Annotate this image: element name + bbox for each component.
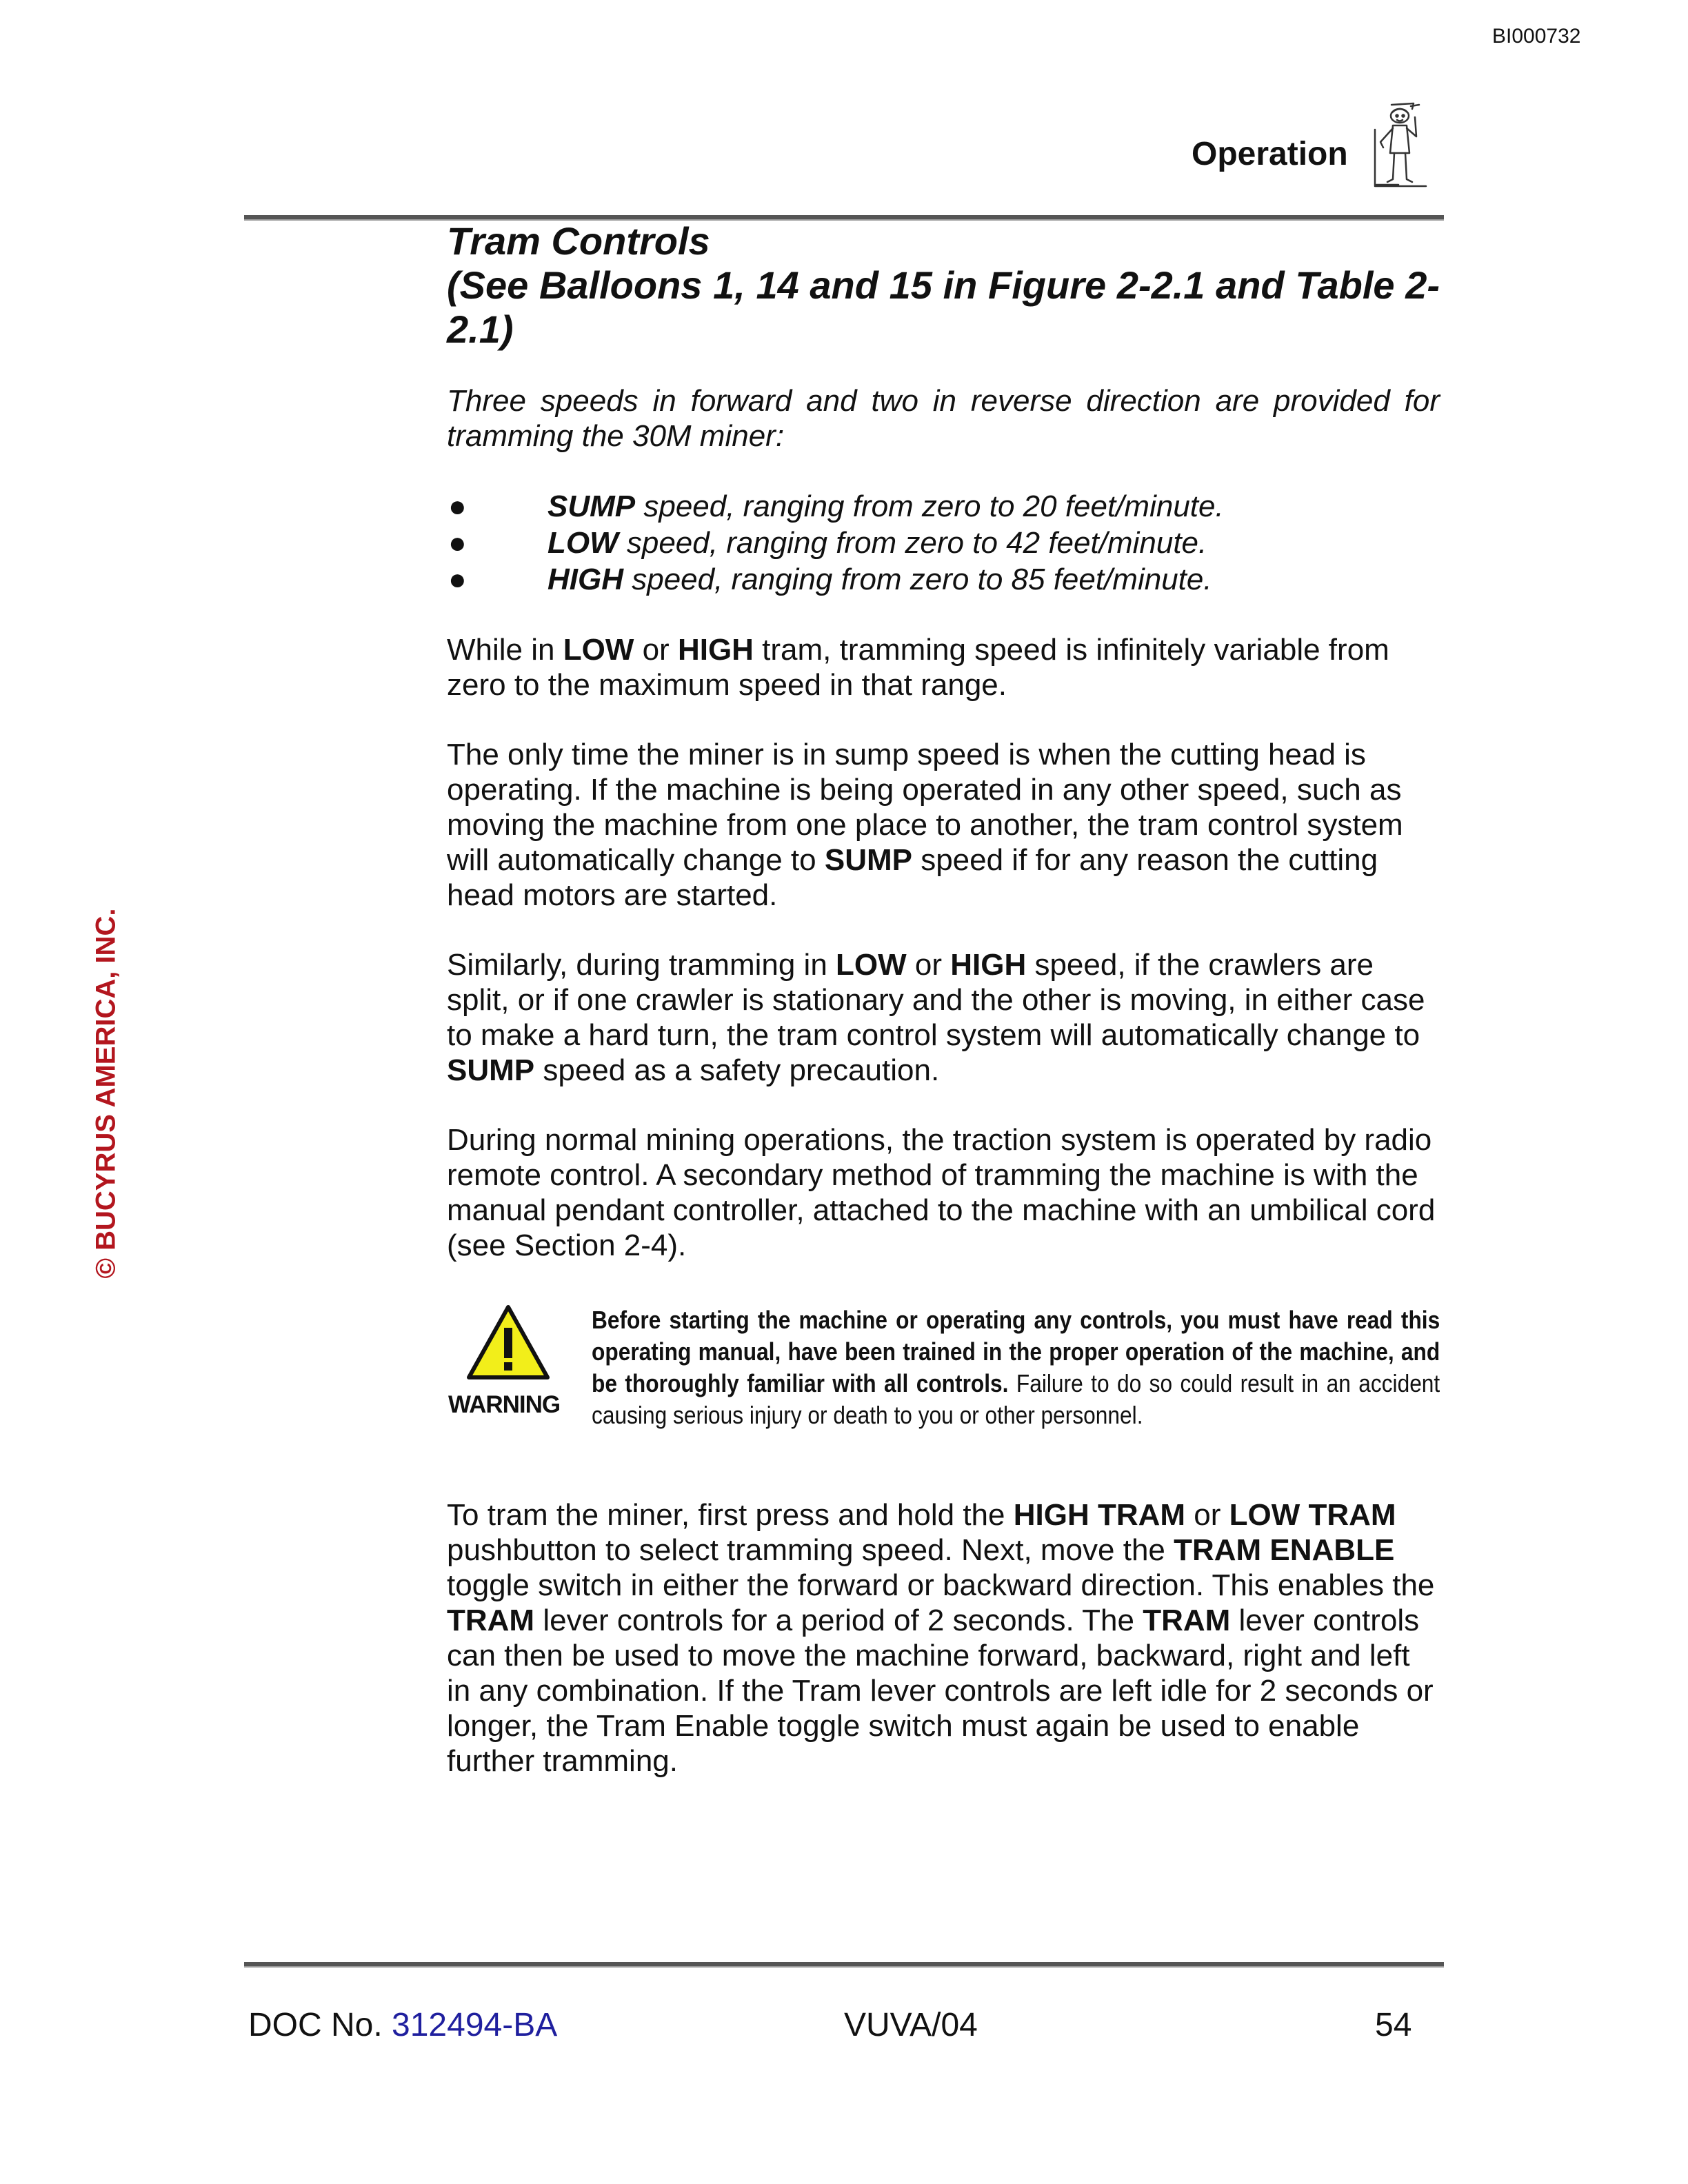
list-item [447, 488, 1440, 525]
bullet-icon: ● [448, 489, 467, 523]
list-item [447, 561, 1440, 598]
warning-triangle-icon [466, 1304, 550, 1382]
bullet-icon: ● [448, 526, 467, 560]
warning-label: WARNING [448, 1391, 561, 1418]
section-label: Operation [1192, 136, 1348, 172]
bullet-icon: ● [448, 563, 467, 596]
speed-list [447, 488, 1440, 598]
paragraph-remote-control: During normal mining operations, the traction system is operated by radio remote control. A secondary method of tramming the machine is with the manual pendant controller, attached to the machine with an umbilical cord (see Section 2-4). [447, 1123, 1436, 1262]
list-item [447, 525, 1440, 561]
intro-paragraph: Three speeds in forward and two in reverse direction are provided for tramming the 30M miner: [447, 384, 1440, 453]
warning-block [447, 1304, 1440, 1467]
miner-operator-icon [1371, 102, 1429, 192]
speed-text: speed, ranging from zero to 42 feet/minute. [618, 526, 1207, 560]
footer-rule [244, 1962, 1444, 1968]
speed-term: LOW [547, 526, 619, 560]
section-title [447, 219, 1440, 352]
doc-number-link[interactable]: 312494-BA [392, 2007, 558, 2043]
footer-code: VUVA/04 [844, 2007, 978, 2043]
paragraph-sump-speed: The only time the miner is in sump speed is when the cutting head is operating. If the machine is being operated in any other speed, such as moving the machine from one place to another, the tram control system will automatically change to SUMP speed if for any reason the cutting head motors are started. [447, 738, 1403, 912]
speed-term: HIGH [547, 563, 623, 596]
page-number: 54 [1375, 2007, 1412, 2043]
paragraph-tram-procedure: To tram the miner, first press and hold the HIGH TRAM or LOW TRAM pushbutton to select tramming speed. Next, move the TRAM ENABLE toggle switch in either the forward or backward direction. This enables the TRAM lever controls for a period of 2 seconds. The TRAM lever controls can then be used to move the machine forward, backward, right and left in any combination. If the Tram lever controls are left idle for 2 seconds or longer, the Tram Enable toggle switch must again be used to enable further tramming. [447, 1498, 1435, 1778]
copyright-notice: © BUCYRUS AMERICA, INC. [90, 908, 121, 1279]
speed-text: speed, ranging from zero to 20 feet/minute. [635, 489, 1224, 523]
speed-term: SUMP [547, 489, 636, 523]
footer-doc-number [248, 2006, 557, 2044]
doc-label: DOC No. [248, 2007, 392, 2043]
paragraph-variable-speed: While in LOW or HIGH tram, tramming speed is infinitely variable from zero to the maximum speed in that range. [447, 633, 1389, 702]
title-line-1: Tram Controls [447, 219, 710, 263]
paragraph-crawlers: Similarly, during tramming in LOW or HIGH speed, if the crawlers are split, or if one crawler is stationary and the other is moving, in either case to make a hard turn, the tram control system will automatically change to SUMP speed as a safety precaution. [447, 948, 1425, 1087]
speed-text: speed, ranging from zero to 85 feet/minute. [623, 563, 1212, 596]
main-content [447, 219, 1440, 1779]
document-id: BI000732 [1492, 25, 1581, 48]
title-line-2: (See Balloons 1, 14 and 15 in Figure 2-2.1 and Table 2-2.1) [447, 263, 1440, 351]
warning-text: Before starting the machine or operating any controls, you must have read this operating manual, have been trained in the proper operation of the machine, and be thoroughly familiar with all controls. Failure to do so could result in an accident causing serious injury or death to you or other personnel. [592, 1306, 1440, 1429]
